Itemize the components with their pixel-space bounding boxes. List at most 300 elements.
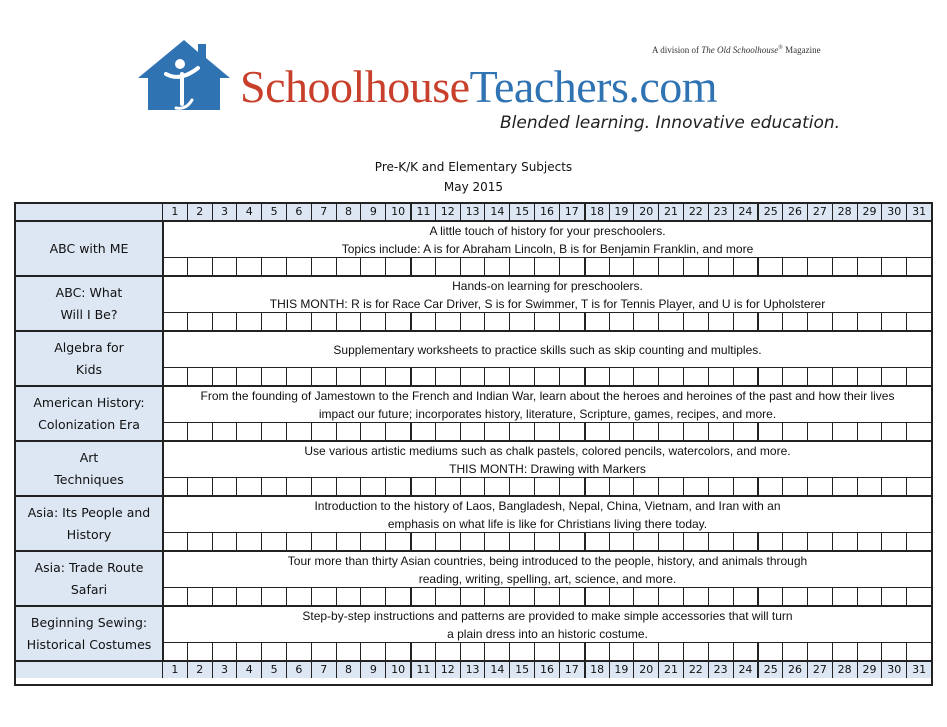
day-checkbox-28[interactable] xyxy=(832,643,857,660)
day-checkbox-6[interactable] xyxy=(286,588,311,605)
day-checkbox-5[interactable] xyxy=(261,533,286,550)
day-number-13: 13 xyxy=(460,662,485,678)
day-checkbox-17[interactable] xyxy=(559,643,584,660)
day-checkbox-11[interactable] xyxy=(410,533,435,550)
day-checkbox-24[interactable] xyxy=(733,478,758,495)
day-checkbox-31[interactable] xyxy=(906,588,931,605)
day-checkbox-16[interactable] xyxy=(534,313,559,330)
day-checkbox-12[interactable] xyxy=(435,368,460,385)
day-checkbox-4[interactable] xyxy=(236,423,261,440)
day-checkbox-15[interactable] xyxy=(509,478,534,495)
day-checkbox-26[interactable] xyxy=(782,643,807,660)
day-checkbox-26[interactable] xyxy=(782,313,807,330)
day-checkbox-9[interactable] xyxy=(360,533,385,550)
day-checkbox-21[interactable] xyxy=(658,313,683,330)
day-checkbox-30[interactable] xyxy=(881,478,906,495)
day-number-10: 10 xyxy=(385,662,410,678)
day-checkbox-22[interactable] xyxy=(683,478,708,495)
day-checkbox-15[interactable] xyxy=(509,313,534,330)
day-number-8: 8 xyxy=(336,662,361,678)
day-checkbox-23[interactable] xyxy=(708,588,733,605)
day-number-18: 18 xyxy=(584,662,609,678)
day-checkbox-18[interactable] xyxy=(584,313,609,330)
day-checkbox-20[interactable] xyxy=(633,258,658,275)
day-checkbox-1[interactable] xyxy=(162,533,187,550)
day-checkbox-30[interactable] xyxy=(881,313,906,330)
day-checkbox-8[interactable] xyxy=(336,313,361,330)
day-checkbox-31[interactable] xyxy=(906,478,931,495)
day-checkbox-23[interactable] xyxy=(708,478,733,495)
day-checkbox-7[interactable] xyxy=(311,313,336,330)
day-checkbox-20[interactable] xyxy=(633,533,658,550)
day-checkbox-26[interactable] xyxy=(782,478,807,495)
day-checkbox-12[interactable] xyxy=(435,478,460,495)
day-checkbox-7[interactable] xyxy=(311,258,336,275)
day-checkbox-11[interactable] xyxy=(410,368,435,385)
day-checkbox-17[interactable] xyxy=(559,258,584,275)
day-checkbox-30[interactable] xyxy=(881,258,906,275)
day-number-12: 12 xyxy=(435,204,460,220)
day-checkbox-15[interactable] xyxy=(509,533,534,550)
day-checkbox-9[interactable] xyxy=(360,643,385,660)
day-checkbox-21[interactable] xyxy=(658,368,683,385)
day-checkbox-1[interactable] xyxy=(162,368,187,385)
day-checkbox-28[interactable] xyxy=(832,368,857,385)
day-checkbox-10[interactable] xyxy=(385,643,410,660)
day-checkbox-24[interactable] xyxy=(733,313,758,330)
day-number-30: 30 xyxy=(881,662,906,678)
day-checkbox-31[interactable] xyxy=(906,258,931,275)
day-checkbox-26[interactable] xyxy=(782,423,807,440)
day-checkbox-25[interactable] xyxy=(757,423,782,440)
day-checkbox-5[interactable] xyxy=(261,258,286,275)
day-checkbox-7[interactable] xyxy=(311,643,336,660)
day-checkbox-25[interactable] xyxy=(757,533,782,550)
day-checkbox-5[interactable] xyxy=(261,643,286,660)
day-checkbox-31[interactable] xyxy=(906,423,931,440)
day-number-14: 14 xyxy=(484,204,509,220)
day-checkbox-18[interactable] xyxy=(584,643,609,660)
day-number-30: 30 xyxy=(881,204,906,220)
day-checkbox-2[interactable] xyxy=(187,258,212,275)
day-checkbox-28[interactable] xyxy=(832,258,857,275)
day-checkbox-16[interactable] xyxy=(534,643,559,660)
day-checkbox-17[interactable] xyxy=(559,478,584,495)
day-checkbox-1[interactable] xyxy=(162,423,187,440)
day-checkbox-21[interactable] xyxy=(658,588,683,605)
day-checkbox-10[interactable] xyxy=(385,533,410,550)
day-checkbox-24[interactable] xyxy=(733,423,758,440)
day-checkbox-4[interactable] xyxy=(236,313,261,330)
day-checkbox-1[interactable] xyxy=(162,258,187,275)
day-checkbox-30[interactable] xyxy=(881,368,906,385)
subject-name xyxy=(16,495,162,550)
day-checkbox-26[interactable] xyxy=(782,258,807,275)
day-checkbox-2[interactable] xyxy=(187,478,212,495)
day-checkbox-16[interactable] xyxy=(534,588,559,605)
day-checkbox-19[interactable] xyxy=(609,478,634,495)
day-checkbox-row xyxy=(162,532,931,550)
day-checkbox-17[interactable] xyxy=(559,588,584,605)
day-number-19: 19 xyxy=(609,662,634,678)
day-checkbox-1[interactable] xyxy=(162,643,187,660)
day-checkbox-28[interactable] xyxy=(832,588,857,605)
day-checkbox-22[interactable] xyxy=(683,368,708,385)
day-checkbox-25[interactable] xyxy=(757,478,782,495)
day-checkbox-9[interactable] xyxy=(360,258,385,275)
day-checkbox-11[interactable] xyxy=(410,478,435,495)
day-checkbox-23[interactable] xyxy=(708,313,733,330)
day-checkbox-row xyxy=(162,312,931,330)
day-checkbox-19[interactable] xyxy=(609,533,634,550)
day-checkbox-4[interactable] xyxy=(236,258,261,275)
day-checkbox-15[interactable] xyxy=(509,588,534,605)
subject-name-line: Asia: Trade Route xyxy=(34,559,144,575)
day-checkbox-28[interactable] xyxy=(832,478,857,495)
day-checkbox-2[interactable] xyxy=(187,588,212,605)
day-checkbox-17[interactable] xyxy=(559,368,584,385)
day-checkbox-13[interactable] xyxy=(460,258,485,275)
day-checkbox-3[interactable] xyxy=(212,258,237,275)
day-checkbox-15[interactable] xyxy=(509,643,534,660)
day-checkbox-5[interactable] xyxy=(261,313,286,330)
day-checkbox-7[interactable] xyxy=(311,588,336,605)
day-number-9: 9 xyxy=(360,204,385,220)
day-checkbox-3[interactable] xyxy=(212,533,237,550)
day-checkbox-22[interactable] xyxy=(683,588,708,605)
description-line: THIS MONTH: R is for Race Car Driver, S is for Swimmer, T is for Tennis Player, and U is for Upholsterer xyxy=(269,296,826,311)
day-checkbox-5[interactable] xyxy=(261,368,286,385)
day-checkbox-13[interactable] xyxy=(460,533,485,550)
day-number-29: 29 xyxy=(857,662,882,678)
day-checkbox-22[interactable] xyxy=(683,423,708,440)
subject-name-line: ABC: What xyxy=(55,284,123,300)
day-checkbox-19[interactable] xyxy=(609,423,634,440)
day-checkbox-26[interactable] xyxy=(782,588,807,605)
day-checkbox-19[interactable] xyxy=(609,258,634,275)
day-checkbox-27[interactable] xyxy=(807,258,832,275)
day-checkbox-27[interactable] xyxy=(807,533,832,550)
day-number-4: 4 xyxy=(236,204,261,220)
day-checkbox-2[interactable] xyxy=(187,533,212,550)
day-checkbox-10[interactable] xyxy=(385,423,410,440)
day-checkbox-3[interactable] xyxy=(212,368,237,385)
day-number-27: 27 xyxy=(807,204,832,220)
day-checkbox-3[interactable] xyxy=(212,588,237,605)
day-checkbox-18[interactable] xyxy=(584,533,609,550)
day-checkbox-2[interactable] xyxy=(187,368,212,385)
day-checkbox-10[interactable] xyxy=(385,258,410,275)
day-checkbox-row xyxy=(162,587,931,605)
day-checkbox-24[interactable] xyxy=(733,643,758,660)
day-checkbox-17[interactable] xyxy=(559,313,584,330)
day-checkbox-18[interactable] xyxy=(584,423,609,440)
day-checkbox-4[interactable] xyxy=(236,533,261,550)
day-checkbox-20[interactable] xyxy=(633,313,658,330)
day-checkbox-29[interactable] xyxy=(857,588,882,605)
day-number-8: 8 xyxy=(336,204,361,220)
day-checkbox-12[interactable] xyxy=(435,643,460,660)
day-checkbox-22[interactable] xyxy=(683,643,708,660)
day-checkbox-6[interactable] xyxy=(286,478,311,495)
day-checkbox-10[interactable] xyxy=(385,588,410,605)
subject-name-line: Kids xyxy=(75,361,103,377)
day-checkbox-3[interactable] xyxy=(212,643,237,660)
schedule-grid xyxy=(14,202,933,686)
description-line: Hands-on learning for preschoolers. xyxy=(452,278,643,293)
day-checkbox-23[interactable] xyxy=(708,533,733,550)
day-checkbox-23[interactable] xyxy=(708,258,733,275)
day-checkbox-17[interactable] xyxy=(559,423,584,440)
day-number-21: 21 xyxy=(658,204,683,220)
day-checkbox-15[interactable] xyxy=(509,258,534,275)
day-checkbox-12[interactable] xyxy=(435,258,460,275)
day-checkbox-11[interactable] xyxy=(410,313,435,330)
day-checkbox-12[interactable] xyxy=(435,423,460,440)
day-checkbox-14[interactable] xyxy=(484,313,509,330)
day-number-24: 24 xyxy=(733,204,758,220)
day-checkbox-29[interactable] xyxy=(857,533,882,550)
day-checkbox-31[interactable] xyxy=(906,313,931,330)
brand-part-2: Teachers.com xyxy=(469,61,718,112)
day-number-17: 17 xyxy=(559,662,584,678)
day-checkbox-5[interactable] xyxy=(261,478,286,495)
day-checkbox-25[interactable] xyxy=(757,313,782,330)
day-checkbox-20[interactable] xyxy=(633,588,658,605)
day-checkbox-2[interactable] xyxy=(187,643,212,660)
day-number-25: 25 xyxy=(757,662,782,678)
day-checkbox-21[interactable] xyxy=(658,643,683,660)
day-checkbox-9[interactable] xyxy=(360,588,385,605)
day-checkbox-7[interactable] xyxy=(311,423,336,440)
day-checkbox-20[interactable] xyxy=(633,368,658,385)
day-checkbox-21[interactable] xyxy=(658,478,683,495)
subject-name-line: Beginning Sewing: xyxy=(30,614,148,630)
day-checkbox-5[interactable] xyxy=(261,588,286,605)
day-checkbox-12[interactable] xyxy=(435,588,460,605)
day-checkbox-row xyxy=(162,257,931,275)
day-checkbox-25[interactable] xyxy=(757,258,782,275)
day-checkbox-2[interactable] xyxy=(187,313,212,330)
day-checkbox-16[interactable] xyxy=(534,423,559,440)
day-checkbox-28[interactable] xyxy=(832,533,857,550)
day-checkbox-30[interactable] xyxy=(881,423,906,440)
day-checkbox-7[interactable] xyxy=(311,533,336,550)
day-checkbox-6[interactable] xyxy=(286,313,311,330)
day-checkbox-4[interactable] xyxy=(236,368,261,385)
day-number-22: 22 xyxy=(683,662,708,678)
day-checkbox-14[interactable] xyxy=(484,368,509,385)
day-checkbox-23[interactable] xyxy=(708,423,733,440)
day-checkbox-31[interactable] xyxy=(906,533,931,550)
day-checkbox-8[interactable] xyxy=(336,643,361,660)
subject-name xyxy=(16,385,162,440)
day-checkbox-9[interactable] xyxy=(360,368,385,385)
day-checkbox-18[interactable] xyxy=(584,368,609,385)
day-checkbox-20[interactable] xyxy=(633,478,658,495)
day-checkbox-9[interactable] xyxy=(360,478,385,495)
day-checkbox-31[interactable] xyxy=(906,368,931,385)
day-number-15: 15 xyxy=(509,204,534,220)
day-checkbox-13[interactable] xyxy=(460,588,485,605)
day-checkbox-13[interactable] xyxy=(460,478,485,495)
day-checkbox-row xyxy=(162,477,931,495)
day-checkbox-26[interactable] xyxy=(782,368,807,385)
day-checkbox-1[interactable] xyxy=(162,313,187,330)
day-checkbox-24[interactable] xyxy=(733,258,758,275)
day-checkbox-8[interactable] xyxy=(336,478,361,495)
day-checkbox-19[interactable] xyxy=(609,588,634,605)
day-checkbox-16[interactable] xyxy=(534,258,559,275)
day-checkbox-27[interactable] xyxy=(807,368,832,385)
day-checkbox-18[interactable] xyxy=(584,588,609,605)
day-checkbox-8[interactable] xyxy=(336,588,361,605)
day-checkbox-13[interactable] xyxy=(460,313,485,330)
day-number-11: 11 xyxy=(410,662,435,678)
division-prefix: A division of xyxy=(652,45,702,55)
day-checkbox-2[interactable] xyxy=(187,423,212,440)
day-checkbox-9[interactable] xyxy=(360,423,385,440)
schoolhouse-logo-icon xyxy=(136,38,232,112)
day-checkbox-25[interactable] xyxy=(757,643,782,660)
day-checkbox-28[interactable] xyxy=(832,423,857,440)
day-number-26: 26 xyxy=(782,204,807,220)
day-checkbox-3[interactable] xyxy=(212,478,237,495)
day-checkbox-22[interactable] xyxy=(683,258,708,275)
day-checkbox-7[interactable] xyxy=(311,368,336,385)
day-checkbox-18[interactable] xyxy=(584,478,609,495)
day-checkbox-19[interactable] xyxy=(609,643,634,660)
day-checkbox-18[interactable] xyxy=(584,258,609,275)
day-checkbox-21[interactable] xyxy=(658,533,683,550)
day-checkbox-4[interactable] xyxy=(236,478,261,495)
day-number-3: 3 xyxy=(212,662,237,678)
day-checkbox-8[interactable] xyxy=(336,258,361,275)
day-checkbox-14[interactable] xyxy=(484,643,509,660)
day-checkbox-27[interactable] xyxy=(807,478,832,495)
day-checkbox-22[interactable] xyxy=(683,533,708,550)
day-checkbox-16[interactable] xyxy=(534,478,559,495)
day-checkbox-15[interactable] xyxy=(509,423,534,440)
day-checkbox-3[interactable] xyxy=(212,423,237,440)
day-checkbox-12[interactable] xyxy=(435,313,460,330)
description-line: a plain dress into an historic costume. xyxy=(447,626,648,641)
day-checkbox-30[interactable] xyxy=(881,533,906,550)
day-checkbox-10[interactable] xyxy=(385,313,410,330)
day-checkbox-23[interactable] xyxy=(708,643,733,660)
day-checkbox-13[interactable] xyxy=(460,423,485,440)
day-checkbox-22[interactable] xyxy=(683,313,708,330)
day-checkbox-3[interactable] xyxy=(212,313,237,330)
description-line: Introduction to the history of Laos, Bangladesh, Nepal, China, Vietnam, and Iran with an xyxy=(314,498,781,513)
day-checkbox-11[interactable] xyxy=(410,643,435,660)
day-checkbox-10[interactable] xyxy=(385,368,410,385)
subject-name-line: Colonization Era xyxy=(38,416,140,432)
day-checkbox-29[interactable] xyxy=(857,478,882,495)
day-checkbox-26[interactable] xyxy=(782,533,807,550)
day-number-17: 17 xyxy=(559,204,584,220)
day-checkbox-5[interactable] xyxy=(261,423,286,440)
day-checkbox-27[interactable] xyxy=(807,423,832,440)
day-checkbox-14[interactable] xyxy=(484,533,509,550)
day-checkbox-8[interactable] xyxy=(336,423,361,440)
day-checkbox-27[interactable] xyxy=(807,643,832,660)
day-checkbox-21[interactable] xyxy=(658,258,683,275)
day-checkbox-16[interactable] xyxy=(534,368,559,385)
day-checkbox-19[interactable] xyxy=(609,313,634,330)
day-checkbox-29[interactable] xyxy=(857,643,882,660)
day-checkbox-23[interactable] xyxy=(708,368,733,385)
description-line: Step-by-step instructions and patterns are provided to make simple accessories that will turn xyxy=(302,608,793,623)
day-checkbox-25[interactable] xyxy=(757,368,782,385)
day-checkbox-29[interactable] xyxy=(857,368,882,385)
day-checkbox-7[interactable] xyxy=(311,478,336,495)
day-checkbox-31[interactable] xyxy=(906,643,931,660)
day-checkbox-1[interactable] xyxy=(162,588,187,605)
day-checkbox-11[interactable] xyxy=(410,258,435,275)
day-checkbox-30[interactable] xyxy=(881,588,906,605)
day-checkbox-6[interactable] xyxy=(286,533,311,550)
day-checkbox-4[interactable] xyxy=(236,643,261,660)
day-checkbox-24[interactable] xyxy=(733,588,758,605)
day-checkbox-10[interactable] xyxy=(385,478,410,495)
day-checkbox-16[interactable] xyxy=(534,533,559,550)
day-checkbox-4[interactable] xyxy=(236,588,261,605)
day-checkbox-14[interactable] xyxy=(484,478,509,495)
day-checkbox-6[interactable] xyxy=(286,368,311,385)
day-checkbox-13[interactable] xyxy=(460,643,485,660)
day-checkbox-29[interactable] xyxy=(857,313,882,330)
day-checkbox-17[interactable] xyxy=(559,533,584,550)
day-checkbox-29[interactable] xyxy=(857,258,882,275)
brand-wordmark xyxy=(240,61,718,112)
day-checkbox-1[interactable] xyxy=(162,478,187,495)
day-checkbox-14[interactable] xyxy=(484,588,509,605)
day-checkbox-24[interactable] xyxy=(733,533,758,550)
description-line: Tour more than thirty Asian countries, being introduced to the people, history, and animals through xyxy=(287,553,808,568)
day-checkbox-8[interactable] xyxy=(336,368,361,385)
day-checkbox-28[interactable] xyxy=(832,313,857,330)
day-checkbox-20[interactable] xyxy=(633,423,658,440)
day-footer-row xyxy=(16,660,931,678)
day-checkbox-20[interactable] xyxy=(633,643,658,660)
day-checkbox-14[interactable] xyxy=(484,423,509,440)
day-checkbox-11[interactable] xyxy=(410,423,435,440)
day-checkbox-9[interactable] xyxy=(360,313,385,330)
day-checkbox-12[interactable] xyxy=(435,533,460,550)
day-checkbox-6[interactable] xyxy=(286,643,311,660)
day-checkbox-24[interactable] xyxy=(733,368,758,385)
day-checkbox-6[interactable] xyxy=(286,258,311,275)
document-period: May 2015 xyxy=(443,180,504,194)
day-checkbox-11[interactable] xyxy=(410,588,435,605)
day-number-4: 4 xyxy=(236,662,261,678)
day-checkbox-29[interactable] xyxy=(857,423,882,440)
day-checkbox-27[interactable] xyxy=(807,588,832,605)
day-checkbox-19[interactable] xyxy=(609,368,634,385)
day-checkbox-15[interactable] xyxy=(509,368,534,385)
day-number-22: 22 xyxy=(683,204,708,220)
day-checkbox-13[interactable] xyxy=(460,368,485,385)
day-checkbox-25[interactable] xyxy=(757,588,782,605)
brand-part-1: Schoolhouse xyxy=(240,61,470,112)
day-checkbox-14[interactable] xyxy=(484,258,509,275)
day-checkbox-21[interactable] xyxy=(658,423,683,440)
day-checkbox-30[interactable] xyxy=(881,643,906,660)
day-checkbox-8[interactable] xyxy=(336,533,361,550)
day-checkbox-6[interactable] xyxy=(286,423,311,440)
day-checkbox-27[interactable] xyxy=(807,313,832,330)
